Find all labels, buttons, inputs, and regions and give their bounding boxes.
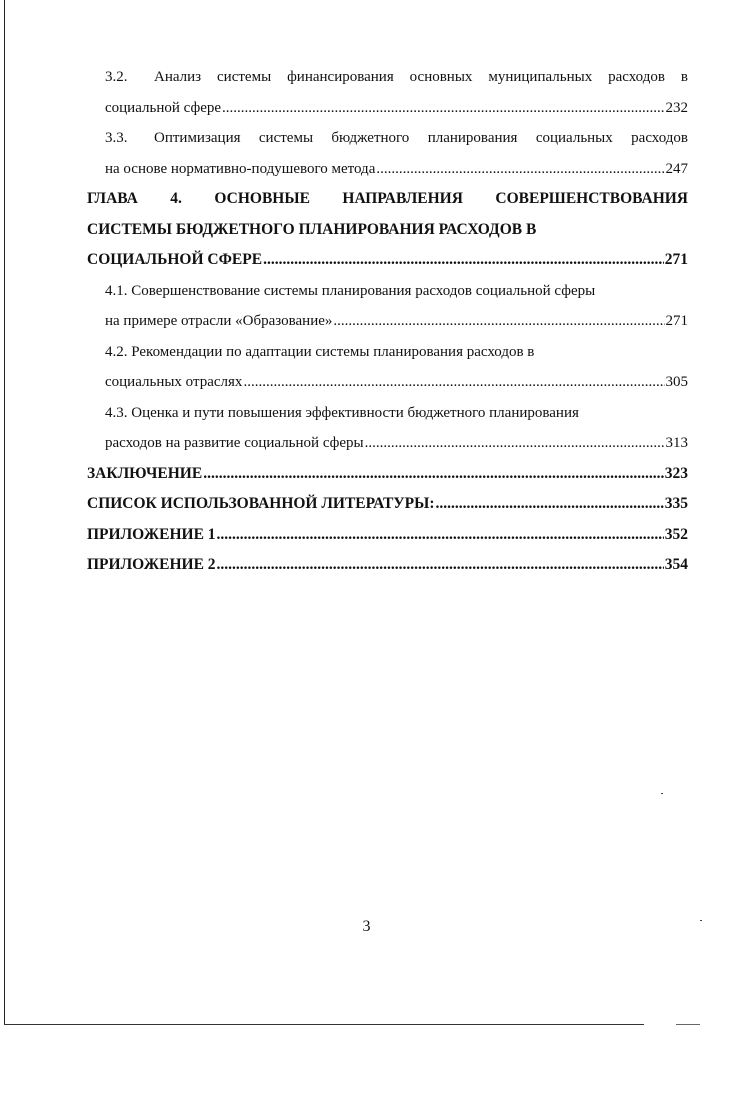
- toc-page-number: 232: [665, 99, 688, 116]
- toc-entry-4-1: [87, 276, 688, 337]
- toc-page-number: 354: [664, 556, 688, 573]
- toc-page-number: 335: [664, 495, 688, 512]
- toc-entry-title: 4.2. Рекомендации по адаптации системы планирования расходов в: [105, 343, 535, 360]
- toc-entry-title-cont: социальных отраслях: [105, 374, 243, 390]
- scan-edge-bottom: [4, 1024, 644, 1025]
- toc-chapter-title-cont: СИСТЕМЫ БЮДЖЕТНОГО ПЛАНИРОВАНИЯ РАСХОДОВ В: [87, 220, 537, 238]
- toc-entry-3-3: [87, 123, 688, 184]
- dot-leader: [203, 459, 664, 490]
- dot-leader: [263, 245, 664, 276]
- toc-page-number: 352: [664, 525, 688, 543]
- toc-page-number: 305: [665, 374, 688, 390]
- toc-entry-title: 4.1. Совершенствование системы планирования расходов социальной сферы: [105, 282, 596, 299]
- toc-section-title: ПРИЛОЖЕНИЕ 2: [87, 556, 216, 573]
- dot-leader: [436, 489, 664, 520]
- scan-edge-left: [4, 0, 5, 1024]
- toc-entry-number: 3.2.: [105, 69, 128, 85]
- toc-chapter-4: [87, 184, 688, 276]
- scan-speck: [661, 793, 663, 794]
- toc-appendix-1: [87, 520, 688, 551]
- toc-entry-title-cont: расходов на развитие социальной сферы: [105, 435, 364, 451]
- toc-entry-4-3: [87, 398, 688, 459]
- page-number: 3: [362, 918, 371, 935]
- toc-references: [87, 489, 688, 520]
- dot-leader: [243, 367, 664, 398]
- dot-leader: [217, 550, 664, 581]
- toc-chapter-title: ГЛАВА 4. ОСНОВНЫЕ НАПРАВЛЕНИЯ СОВЕРШЕНСТВОВАНИЯ: [87, 190, 688, 207]
- toc-page-number: 271: [665, 313, 688, 329]
- scan-edge-bottom-fragment: [676, 1024, 700, 1025]
- toc-entry-number: 3.3.: [105, 130, 128, 146]
- dot-leader: [222, 93, 664, 124]
- toc-entry-title-cont: социальной сфере: [105, 99, 222, 116]
- toc-entry-title-cont: на основе нормативно-подушевого метода: [105, 160, 376, 177]
- toc-entry-4-2: [87, 337, 688, 398]
- table-of-contents: [87, 62, 688, 581]
- toc-entry-title: Оптимизация системы бюджетного планирования социальных расходов: [154, 130, 688, 146]
- toc-section-title: ПРИЛОЖЕНИЕ 1: [87, 525, 216, 543]
- dot-leader: [376, 154, 664, 185]
- toc-section-title: ЗАКЛЮЧЕНИЕ: [87, 464, 203, 482]
- toc-page-number: 313: [665, 435, 688, 451]
- toc-conclusion: [87, 459, 688, 490]
- dot-leader: [333, 306, 664, 337]
- toc-page-number: 323: [664, 464, 688, 482]
- toc-page-number: 247: [665, 160, 688, 177]
- toc-entry-title: 4.3. Оценка и пути повышения эффективности бюджетного планирования: [105, 404, 579, 421]
- toc-chapter-title-cont: СОЦИАЛЬНОЙ СФЕРЕ: [87, 251, 263, 268]
- dot-leader: [365, 428, 665, 459]
- toc-entry-3-2: [87, 62, 688, 123]
- dot-leader: [217, 520, 664, 551]
- toc-appendix-2: [87, 550, 688, 581]
- toc-page-number: 271: [664, 251, 688, 268]
- toc-section-title: СПИСОК ИСПОЛЬЗОВАННОЙ ЛИТЕРАТУРЫ:: [87, 495, 435, 512]
- toc-entry-title: Анализ системы финансирования основных муниципальных расходов в: [154, 69, 688, 85]
- toc-entry-title-cont: на примере отрасли «Образование»: [105, 313, 333, 329]
